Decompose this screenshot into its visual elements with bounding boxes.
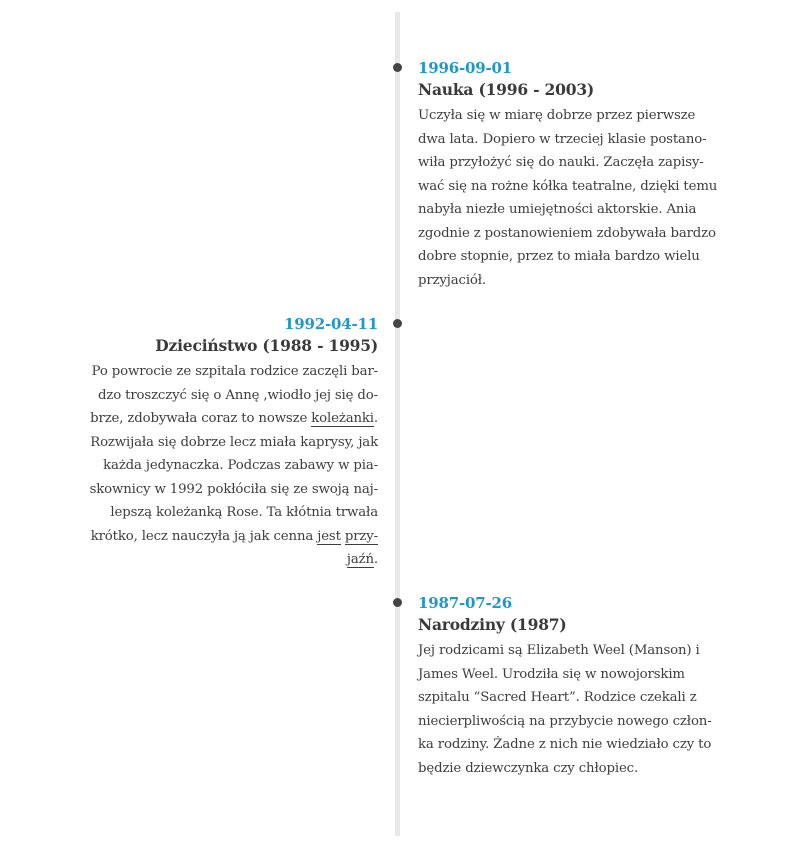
link-jest[interactable]: jest — [317, 528, 341, 544]
description-line: szpitalu “Sacred Heart”. Rodzice czekali z — [418, 690, 697, 705]
description-line: wiła przyłożyć się do nauki. Zaczęła zapisy- — [418, 155, 704, 170]
entry-description — [418, 639, 723, 780]
description-line: przyjaciół. — [418, 272, 487, 288]
description-line: brze, zdobywała coraz to nowsze — [90, 411, 312, 426]
description-line: lepszą koleżanką Rose. Ta kłótnia trwała — [110, 505, 378, 520]
entry-description — [78, 360, 378, 572]
description-line: krótko, lecz nauczyła ją jak cenna — [90, 528, 318, 544]
description-line: wać się na rożne kółka teatralne, dzięki temu — [418, 178, 718, 194]
timeline-line — [395, 12, 400, 836]
entry-title: Dzieciństwo (1988 - 1995) — [155, 336, 378, 355]
link-przyjazn[interactable]: przy- — [344, 528, 378, 544]
description-line: Jej rodzicami są Elizabeth Weel (Manson) i — [418, 643, 700, 658]
timeline-dot — [393, 63, 402, 72]
entry-title: Narodziny (1987) — [418, 615, 567, 634]
description-line: będzie dziewczynka czy chłopiec. — [418, 760, 639, 776]
timeline-entry — [418, 58, 723, 292]
timeline-entry — [78, 314, 378, 572]
description-line: niecierpliwością na przybycie nowego człon- — [418, 713, 712, 729]
description-line: nabyła niezłe umiejętności aktorskie. Ania — [418, 202, 697, 217]
description-line: dzo troszczyć się o Annę ,wiodło jej się do- — [98, 387, 378, 403]
timeline-dot — [393, 598, 402, 607]
description-line: skownicy w 1992 pokłóciła się ze swoją naj- — [89, 481, 378, 497]
entry-description — [418, 104, 723, 292]
description-line: dobre stopnie, przez to miała bardzo wielu — [418, 249, 700, 264]
description-line: dwa lata. Dopiero w trzeciej klasie postano- — [418, 131, 707, 147]
entry-date: 1992-04-11 — [284, 315, 378, 333]
description-line: Uczyła się w miarę dobrze przez pierwsze — [418, 108, 696, 123]
timeline-entry — [418, 593, 723, 780]
description-line: Po powrocie ze szpitala rodzice zaczęli bar- — [91, 364, 378, 379]
description-line: ka rodziny. Żadne z nich nie wiedziało czy to — [418, 737, 712, 752]
entry-date: 1987-07-26 — [418, 594, 512, 612]
link-kolezanki[interactable]: koleżanki — [311, 411, 374, 426]
entry-title: Nauka (1996 - 2003) — [418, 80, 595, 99]
punctuation: . — [373, 552, 378, 567]
description-line: każda jedynaczka. Podczas zabawy w pia- — [103, 458, 378, 473]
entry-date: 1996-09-01 — [418, 59, 512, 77]
description-line: James Weel. Urodziła się w nowojorskim — [418, 666, 685, 682]
link-przyjazn[interactable]: jaźń — [346, 552, 374, 567]
description-line: zgodnie z postanowieniem zdobywała bardzo — [418, 225, 716, 241]
description-line: Rozwijała się dobrze lecz miała kaprysy, jak — [90, 434, 378, 450]
punctuation: . — [373, 411, 378, 426]
timeline-dot — [393, 319, 402, 328]
